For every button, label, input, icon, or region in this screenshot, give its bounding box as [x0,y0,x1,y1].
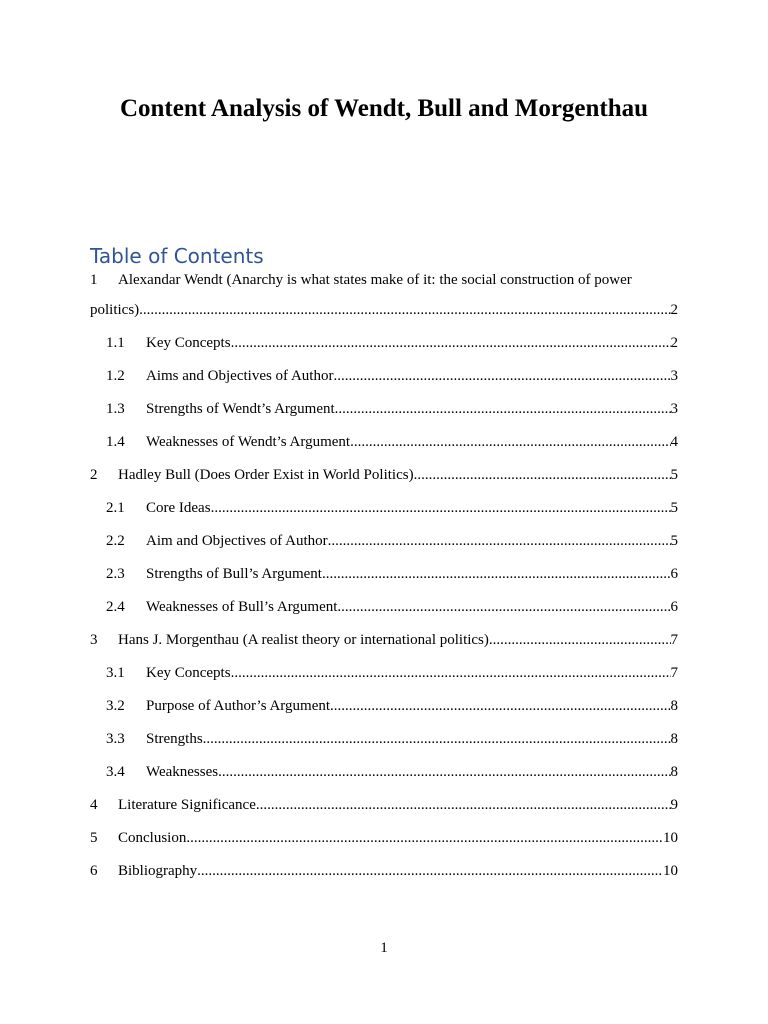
toc-entry-page: 6 [670,566,678,582]
toc-entry-number: 3.2 [106,698,125,714]
dot-leader [256,789,671,822]
dot-leader [231,657,671,690]
toc-entry-label: Strengths [146,731,203,747]
toc-entry-1-2[interactable] [90,360,678,393]
toc-entry-label: Conclusion [118,830,187,846]
toc-entry-number: 4 [90,797,98,813]
toc-entry-number: 2.1 [106,500,125,516]
toc-entry-2-1[interactable] [90,492,678,525]
toc-entry-page: 8 [670,764,678,780]
toc-entry-page: 7 [670,632,678,648]
toc-entry-label: Literature Significance [118,797,256,813]
dot-leader [203,723,671,756]
toc-entry-1-3[interactable] [90,393,678,426]
toc-entry-1-1[interactable] [90,327,678,360]
toc-entry-label: Key Concepts [146,335,231,351]
page-number: 1 [380,940,388,956]
toc-entry-3-4[interactable] [90,756,678,789]
toc-entry-label: Aim and Objectives of Author [146,533,328,549]
dot-leader [218,756,670,789]
toc-entry-label: Aims and Objectives of Author [146,368,334,384]
toc-entry-1-4[interactable] [90,426,678,459]
toc-entry-page: 8 [670,731,678,747]
toc-entry-3[interactable] [90,624,678,657]
toc-entry-page: 4 [670,434,678,450]
toc-entry-2[interactable] [90,459,678,492]
toc-entry-page: 5 [670,533,678,549]
toc-entry-1[interactable] [90,266,678,327]
toc-entry-page: 7 [670,665,678,681]
dot-leader [489,624,671,657]
toc-entry-page: 6 [670,599,678,615]
toc-entry-number: 2.4 [106,599,125,615]
toc-entry-page: 5 [670,500,678,516]
toc-entry-page: 8 [670,698,678,714]
toc-entry-label: Purpose of Author’s Argument [146,698,331,714]
toc-entry-label: Bibliography [118,863,198,879]
toc-entry-number: 3.4 [106,764,125,780]
toc-entry-page: 3 [670,401,678,417]
toc-entry-page: 10 [663,863,678,879]
dot-leader [335,393,671,426]
toc-entry-label: Weaknesses [146,764,219,780]
toc-entry-6[interactable] [90,855,678,888]
dot-leader [231,327,671,360]
toc-entry-number: 1.4 [106,434,125,450]
toc-entry-number: 2.3 [106,566,125,582]
document-title: Content Analysis of Wendt, Bull and Morgenthau [119,95,649,122]
toc-entry-3-3[interactable] [90,723,678,756]
dot-leader [350,426,670,459]
toc-entry-3-2[interactable] [90,690,678,723]
toc-entry-page: 2 [670,335,678,351]
table-of-contents [90,266,678,888]
toc-entry-label: Core Ideas [146,500,211,516]
toc-entry-label: Alexandar Wendt (Anarchy is what states make of it: the social construction of power [118,272,632,288]
toc-entry-number: 3 [90,632,98,648]
toc-entry-2-2[interactable] [90,525,678,558]
dot-leader [333,360,670,393]
toc-entry-number: 1.3 [106,401,125,417]
dot-leader [328,525,671,558]
toc-entry-2-4[interactable] [90,591,678,624]
toc-entry-label: Key Concepts [146,665,231,681]
toc-entry-4[interactable] [90,789,678,822]
toc-entry-2-3[interactable] [90,558,678,591]
toc-entry-number: 2 [90,467,98,483]
toc-entry-number: 6 [90,863,98,879]
toc-entry-label: Hadley Bull (Does Order Exist in World Politics) [118,467,414,483]
toc-entry-number: 2.2 [106,533,125,549]
toc-entry-number: 1.2 [106,368,125,384]
dot-leader [322,558,671,591]
dot-leader [197,855,663,888]
toc-entry-label: Weaknesses of Bull’s Argument [146,599,338,615]
toc-entry-label-continued: politics) [90,302,140,318]
toc-entry-number: 1.1 [106,335,125,351]
toc-entry-label: Strengths of Bull’s Argument [146,566,322,582]
dot-leader [337,591,670,624]
toc-entry-page: 10 [663,830,678,846]
toc-entry-number: 1 [90,272,98,288]
toc-entry-page: 3 [670,368,678,384]
toc-entry-label: Hans J. Morgenthau (A realist theory or international politics) [118,632,489,648]
dot-leader [414,459,671,492]
toc-entry-page: 5 [670,467,678,483]
dot-leader [211,492,671,525]
toc-heading: Table of Contents [90,244,264,268]
toc-entry-5[interactable] [90,822,678,855]
dot-leader [330,690,670,723]
toc-entry-label: Strengths of Wendt’s Argument [146,401,335,417]
dot-leader [139,294,670,327]
toc-entry-3-1[interactable] [90,657,678,690]
toc-entry-number: 5 [90,830,98,846]
toc-entry-label: Weaknesses of Wendt’s Argument [146,434,351,450]
toc-entry-page: 9 [670,797,678,813]
toc-entry-page: 2 [670,302,678,318]
toc-entry-number: 3.1 [106,665,125,681]
dot-leader [186,822,663,855]
toc-entry-number: 3.3 [106,731,125,747]
